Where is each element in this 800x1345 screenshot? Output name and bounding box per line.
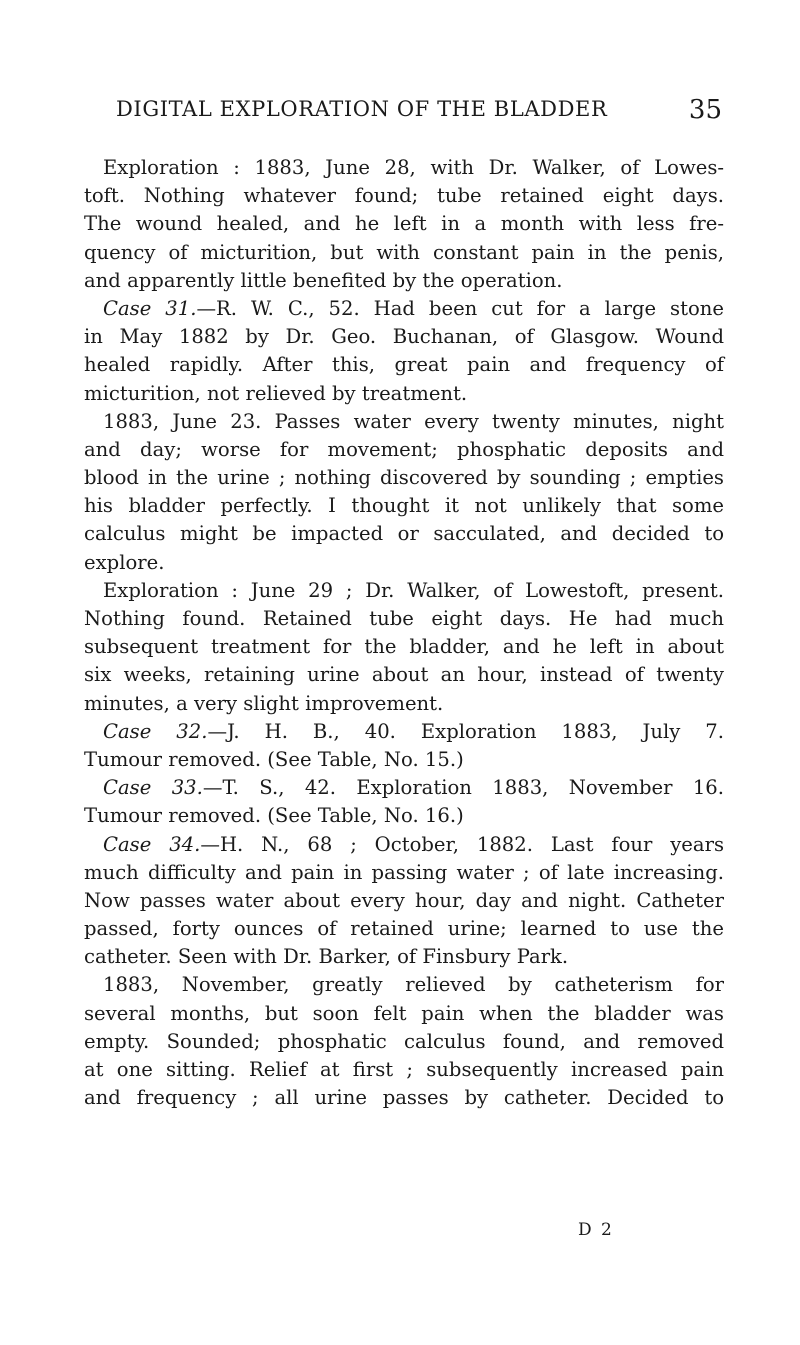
text-line: Tumour removed. (See Table, No. 16.)	[84, 804, 464, 828]
text-line: subsequent treatment for the bladder, and he left in about	[84, 635, 724, 659]
running-head	[116, 97, 722, 127]
text-line: micturition, not relieved by treatment.	[84, 381, 468, 405]
text-line: Exploration : 1883, June 28, with Dr. Walker, of Lowes-	[103, 156, 724, 179]
text-line: catheter. Seen with Dr. Barker, of Finsbury Park.	[84, 945, 569, 969]
text-line: several months, but soon felt pain when the bladder was	[84, 1001, 724, 1025]
text-line: quency of micturition, but with constant pain in the penis,	[84, 240, 724, 264]
text-line: The wound healed, and he left in a month with less fre-	[84, 212, 724, 236]
text-line: at one sitting. Relief at first ; subsequently increased pain	[84, 1058, 724, 1081]
text-line: six weeks, retaining urine about an hour, instead of twenty	[84, 663, 724, 687]
text-line: blood in the urine ; nothing discovered by sounding ; empties	[84, 466, 724, 490]
text-line: Exploration : June 29 ; Dr. Walker, of Lowestoft, present.	[103, 578, 724, 602]
text-line: Case 33.—T. S., 42. Exploration 1883, November 16.	[103, 776, 724, 800]
text-line: 1883, November, greatly relieved by catheterism for	[103, 973, 724, 997]
text-line: much difficulty and pain in passing water ; of late increasing.	[84, 860, 724, 884]
text-line: his bladder perfectly. I thought it not unlikely that some	[84, 494, 724, 518]
text-line: healed rapidly. After this, great pain and frequency of	[84, 353, 724, 377]
text-line: 1883, June 23. Passes water every twenty minutes, night	[103, 409, 724, 433]
text-line: Case 32.—J. H. B., 40. Exploration 1883, July 7.	[103, 719, 724, 743]
text-line: Nothing found. Retained tube eight days. He had much	[84, 607, 724, 630]
text-line: and day; worse for movement; phosphatic deposits and	[84, 437, 724, 461]
page-number: 35	[688, 95, 722, 125]
text-line: passed, forty ounces of retained urine; learned to use the	[84, 917, 724, 941]
text-line: minutes, a very slight improvement.	[84, 691, 444, 715]
text-line: in May 1882 by Dr. Geo. Buchanan, of Glasgow. Wound	[84, 325, 724, 349]
running-title: DIGITAL EXPLORATION OF THE BLADDER	[116, 97, 608, 121]
text-line: Now passes water about every hour, day and night. Catheter	[84, 888, 724, 912]
body-text	[84, 154, 724, 1112]
text-line: Tumour removed. (See Table, No. 15.)	[84, 747, 464, 771]
text-line: Case 34.—H. N., 68 ; October, 1882. Last four years	[103, 832, 725, 856]
text-line: empty. Sounded; phosphatic calculus found, and removed	[84, 1029, 724, 1053]
text-line: explore.	[84, 550, 165, 574]
text-line: Case 31.—R. W. C., 52. Had been cut for a large stone	[103, 296, 724, 320]
text-line: toft. Nothing whatever found; tube retained eight days.	[84, 184, 724, 208]
text-line: and apparently little benefited by the operation.	[84, 268, 563, 292]
text-line: and frequency ; all urine passes by catheter. Decided to	[84, 1086, 724, 1110]
signature-mark: D 2	[578, 1220, 614, 1240]
text-line: calculus might be impacted or sacculated, and decided to	[84, 522, 724, 546]
